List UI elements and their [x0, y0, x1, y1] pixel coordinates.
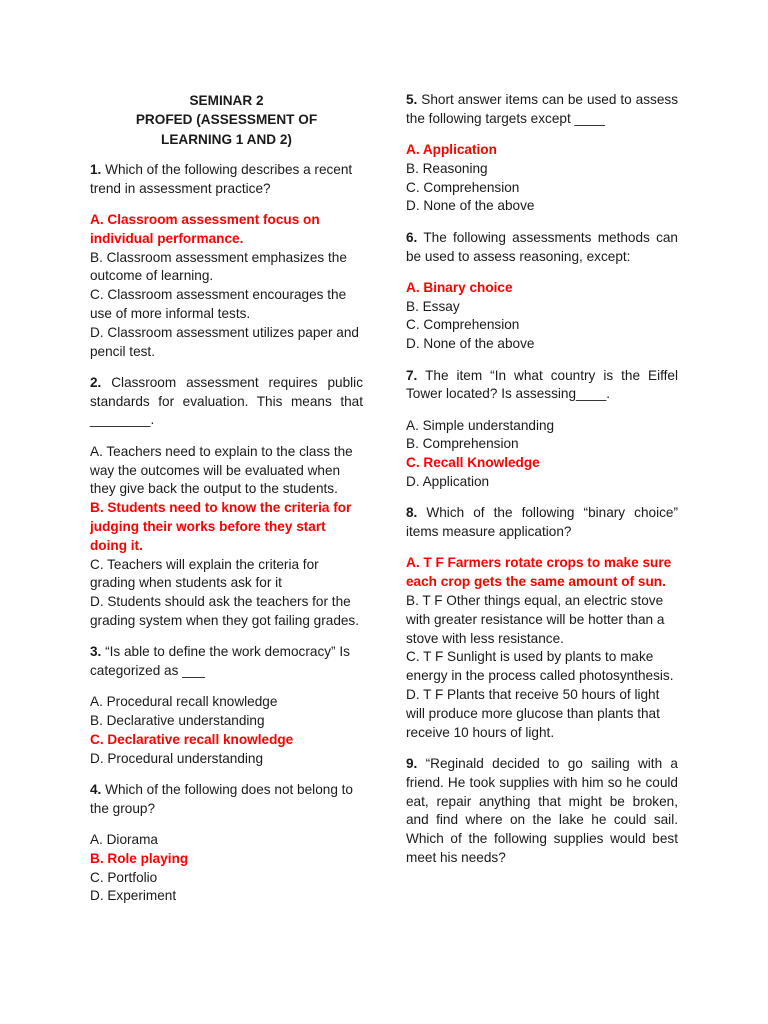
- choice-c: C. Teachers will explain the criteria for grading when students ask for it: [90, 556, 319, 591]
- question-stem: [406, 367, 678, 405]
- choice-list: [90, 211, 363, 361]
- question-stem: [90, 781, 363, 819]
- choice-b: B. Students need to know the criteria for judging their works before they start doing it.: [90, 500, 352, 553]
- choice-list: [90, 831, 363, 906]
- right-column: [406, 91, 678, 880]
- choice-d: D. Experiment: [90, 888, 177, 904]
- choice-a: A. Application: [406, 142, 497, 158]
- document-title: [90, 91, 363, 149]
- question-text: Short answer items can be used to assess the following targets except ____: [406, 92, 678, 126]
- question-text: The item “In what country is the Eiffel Tower located? Is assessing____.: [406, 367, 678, 402]
- title-line-3: LEARNING 1 AND 2): [161, 131, 292, 147]
- question-number: 7.: [406, 367, 418, 383]
- question-8: [406, 504, 678, 742]
- choice-d: D. T F Plants that receive 50 hours of light will produce more glucose than plants that receive 10 hours of light.: [406, 687, 660, 740]
- question-2: [90, 374, 363, 631]
- question-text: Which of the following describes a recent trend in assessment practice?: [90, 161, 353, 196]
- choice-a: A. Procedural recall knowledge: [90, 694, 278, 710]
- choice-c: C. Declarative recall knowledge: [90, 731, 294, 747]
- choice-b: B. Role playing: [90, 850, 189, 866]
- choice-a: A. T F Farmers rotate crops to make sure each crop gets the same amount of sun.: [406, 555, 672, 590]
- choice-c: C. Comprehension: [406, 317, 520, 333]
- choice-d: D. Students should ask the teachers for the grading system when they got failing grades.: [90, 594, 360, 628]
- question-stem: [406, 91, 678, 129]
- choice-b: B. Comprehension: [406, 436, 519, 452]
- choice-d: D. Application: [406, 474, 490, 490]
- question-5: [406, 91, 678, 216]
- choice-c: C. Portfolio: [90, 869, 158, 885]
- choice-d: D. None of the above: [406, 198, 535, 214]
- question-stem: [90, 643, 363, 681]
- choice-list: [406, 554, 678, 742]
- title-line-2: PROFED (ASSESSMENT OF: [135, 112, 318, 128]
- left-column: [90, 91, 363, 919]
- question-stem: [406, 229, 678, 267]
- question-number: 1.: [90, 161, 102, 177]
- question-stem: [90, 374, 363, 430]
- question-number: 6.: [406, 229, 418, 245]
- question-number: 8.: [406, 505, 418, 521]
- question-text: “Is able to define the work democracy” Is categorized as ___: [90, 644, 350, 679]
- question-text: Classroom assessment requires public standards for evaluation. This means that ________.: [90, 374, 363, 428]
- question-number: 3.: [90, 644, 102, 660]
- choice-a: A. Classroom assessment focus on individual performance.: [90, 211, 320, 246]
- question-number: 4.: [90, 782, 102, 797]
- question-1: [90, 161, 363, 361]
- question-number: 2.: [90, 374, 102, 390]
- choice-list: [406, 417, 678, 492]
- choice-b: B. Essay: [406, 298, 460, 314]
- question-7: [406, 367, 678, 492]
- choice-c: C. Classroom assessment encourages the use of more informal tests.: [90, 287, 347, 321]
- question-text: Which of the following does not belong to the group?: [90, 782, 353, 816]
- question-3: [90, 643, 363, 768]
- choice-b: B. Declarative understanding: [90, 713, 265, 729]
- choice-list: [90, 693, 363, 768]
- choice-b: B. Classroom assessment emphasizes the outcome of learning.: [90, 249, 347, 284]
- choice-a: A. Binary choice: [406, 279, 513, 295]
- choice-b: B. Reasoning: [406, 160, 488, 176]
- choice-list: [406, 141, 678, 216]
- question-text: Which of the following “binary choice” items measure application?: [406, 505, 678, 540]
- question-number: 9.: [406, 755, 418, 771]
- choice-b: B. T F Other things equal, an electric stove with greater resistance will be hotter than a stove with less resistance.: [406, 593, 665, 646]
- choice-list: [406, 279, 678, 354]
- choice-a: A. Teachers need to explain to the class the way the outcomes will be evaluated when they give back the output to the students.: [90, 443, 353, 497]
- question-4: [90, 781, 363, 906]
- choice-d: D. None of the above: [406, 336, 535, 352]
- choice-c: C. T F Sunlight is used by plants to make energy in the process called photosynthesis.: [406, 649, 674, 684]
- choice-d: D. Classroom assessment utilizes paper and pencil test.: [90, 324, 359, 359]
- choice-d: D. Procedural understanding: [90, 750, 264, 766]
- question-stem: [90, 161, 363, 199]
- choice-list: [90, 443, 363, 631]
- choice-c: C. Recall Knowledge: [406, 455, 540, 471]
- question-number: 5.: [406, 92, 418, 107]
- question-text: The following assessments methods can be used to assess reasoning, except:: [406, 229, 678, 264]
- question-9: [406, 755, 678, 868]
- question-stem: [406, 504, 678, 542]
- choice-a: A. Diorama: [90, 832, 158, 848]
- question-6: [406, 229, 678, 354]
- choice-a: A. Simple understanding: [406, 417, 555, 433]
- title-line-1: SEMINAR 2: [189, 93, 264, 108]
- question-stem: [406, 755, 678, 868]
- question-text: “Reginald decided to go sailing with a friend. He took supplies with him so he could eat, repair anything that might be broken, and find where on the lake he could sail. Which of the following supplies would best meet his needs?: [406, 755, 678, 865]
- choice-c: C. Comprehension: [406, 179, 520, 195]
